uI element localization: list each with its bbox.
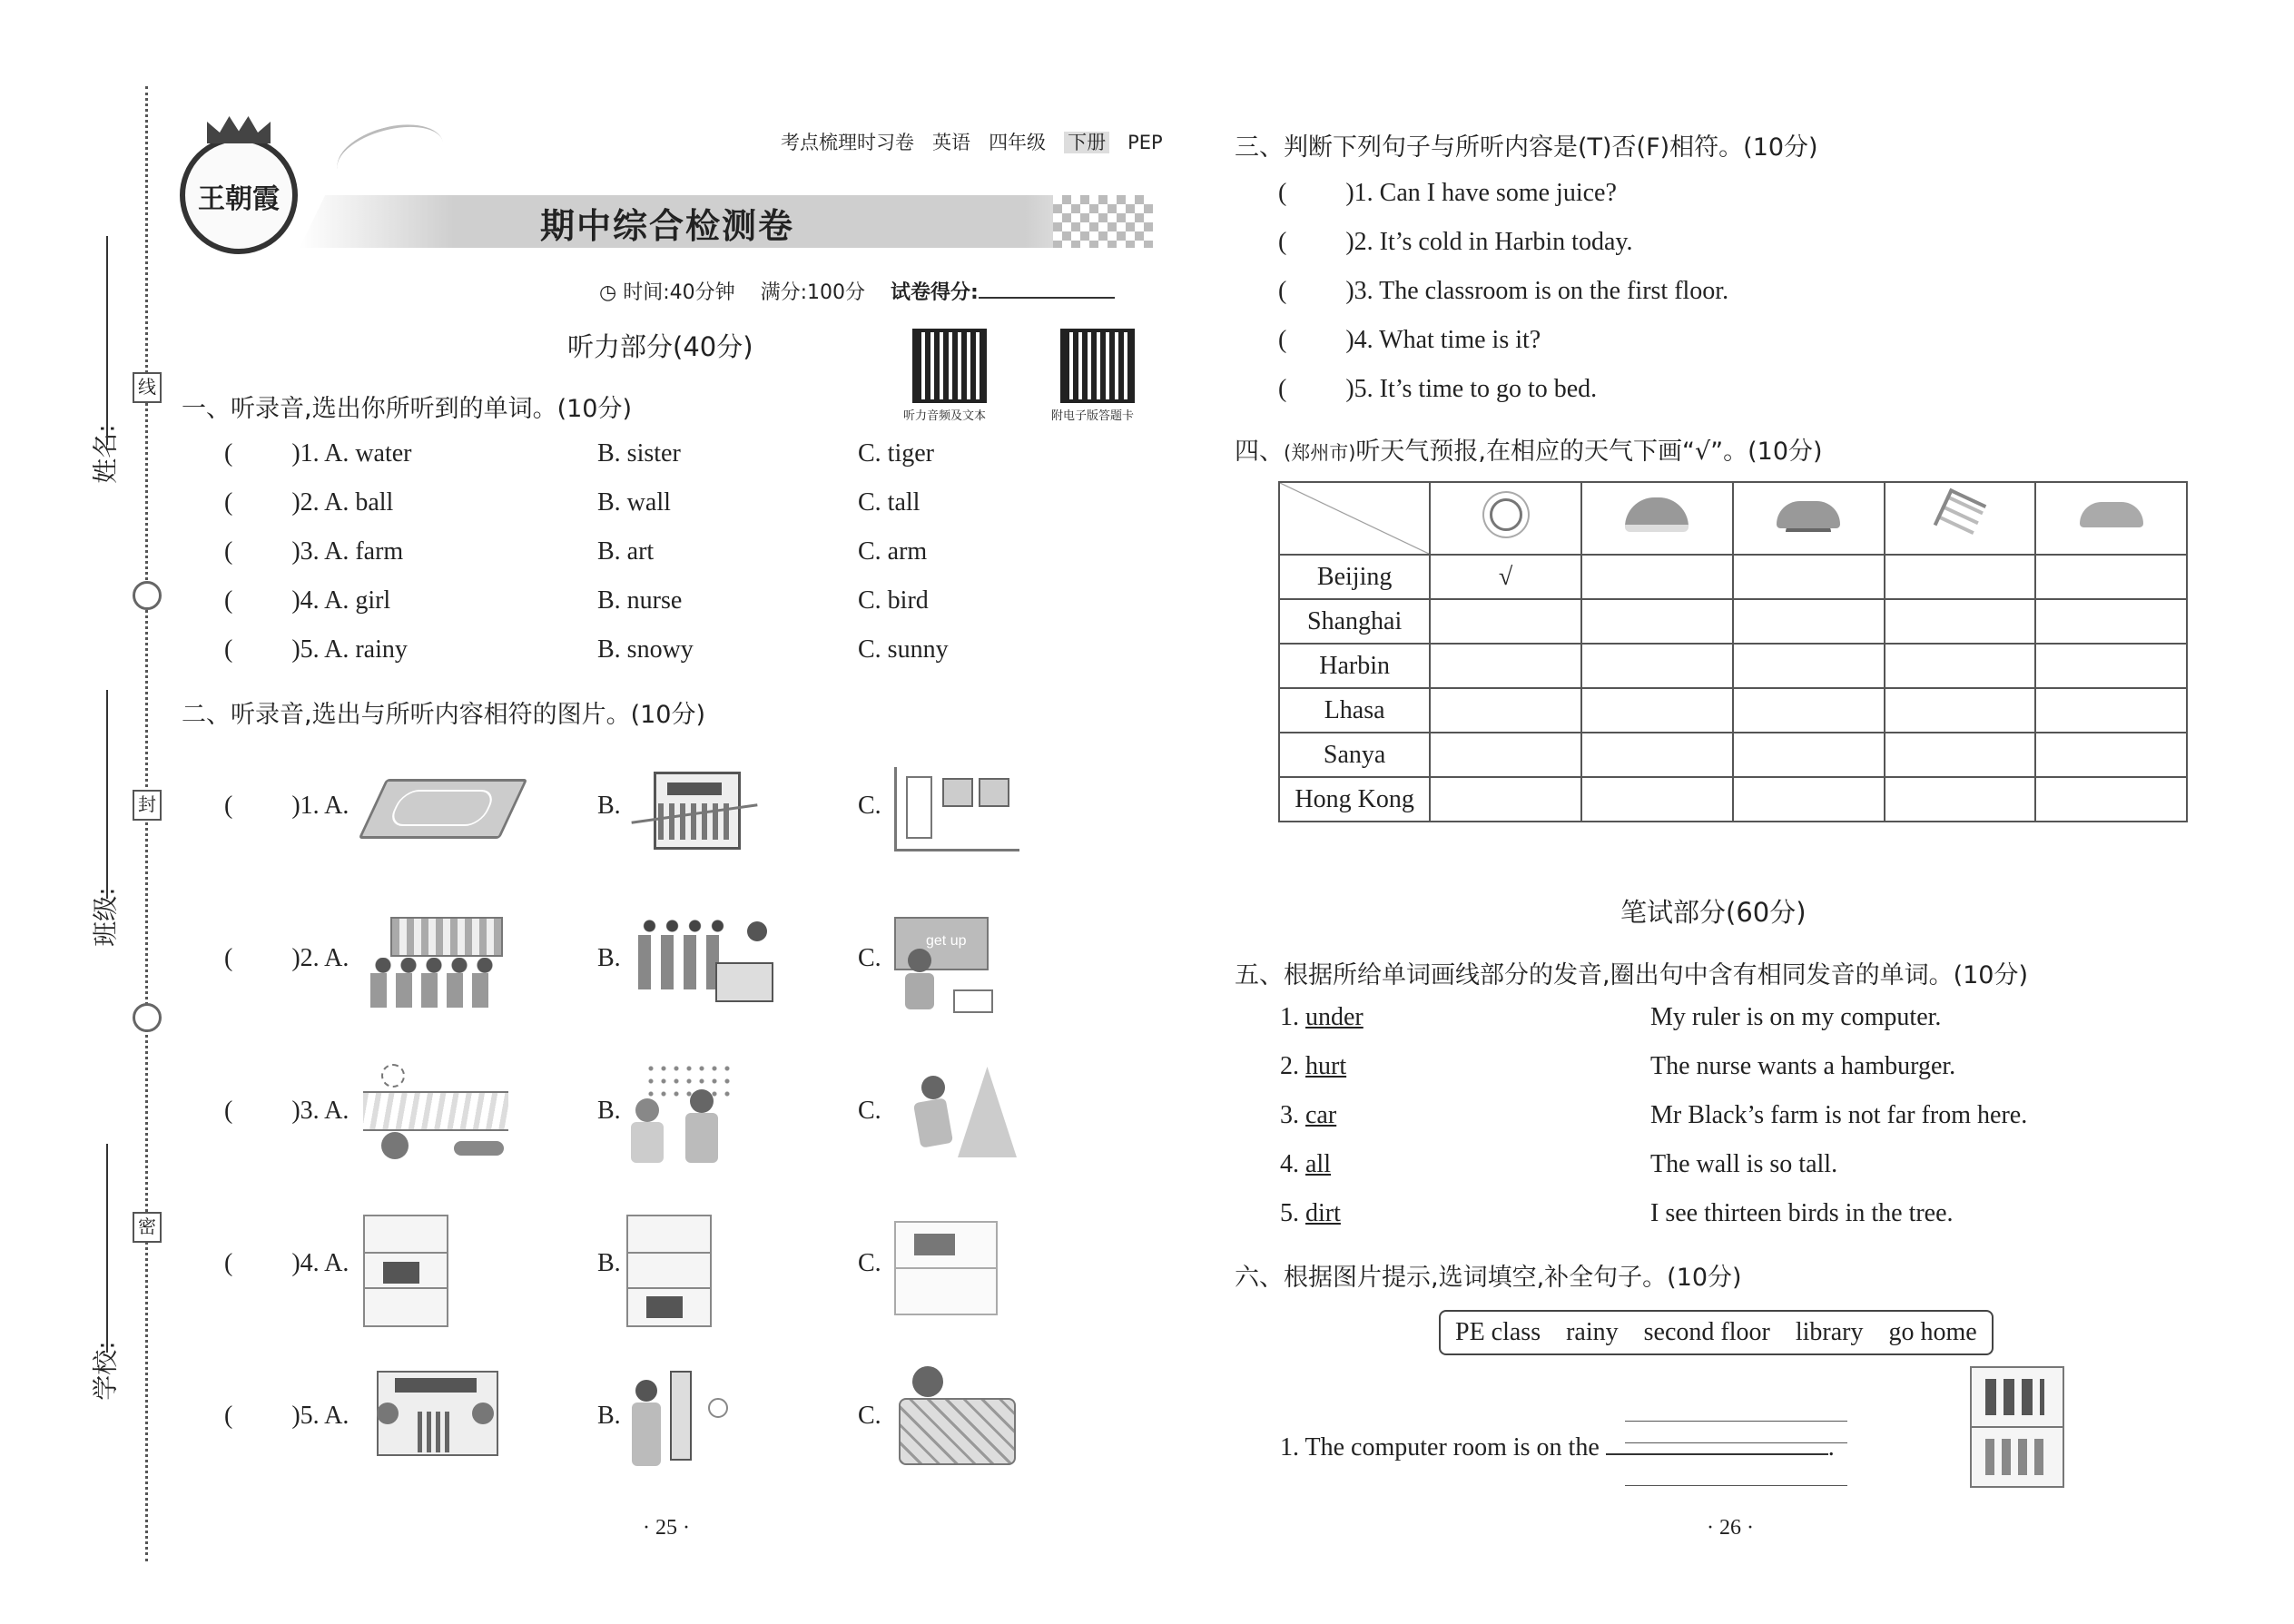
s1-option-b: B. wall — [597, 488, 671, 517]
school-floors-picture-a — [363, 1215, 448, 1327]
s2-title: 二、听录音,选出与所听内容相符的图片。(10分) — [182, 701, 706, 729]
weather-cell[interactable] — [1885, 555, 2036, 599]
s5-sentence[interactable]: The wall is so tall. — [1650, 1150, 1838, 1178]
weather-cell[interactable] — [2035, 644, 2187, 688]
s5-num: 4. — [1280, 1150, 1305, 1178]
qr-code-answer-card[interactable] — [1060, 329, 1135, 403]
header-subject: 英语 — [932, 132, 971, 153]
word-bank-item: second floor — [1643, 1318, 1770, 1346]
s5-sentence[interactable]: I see thirteen birds in the tree. — [1650, 1199, 1954, 1227]
s2-option-a: )1. A. — [291, 792, 350, 820]
score-label: 试卷得分: — [891, 281, 979, 304]
s1-option-b: B. nurse — [597, 586, 683, 615]
weather-cell[interactable] — [1430, 777, 1580, 822]
s5-sentence[interactable]: Mr Black’s farm is not far from here. — [1650, 1101, 2028, 1129]
s2-option-c: C. — [858, 1402, 881, 1430]
page-number-right: · 26 · — [1707, 1516, 1754, 1540]
page-number-left: · 25 · — [643, 1516, 690, 1540]
weather-cell[interactable] — [2035, 733, 2187, 777]
exam-meta — [599, 277, 1115, 305]
s3-row: ( )4. What time is it? — [1278, 326, 1541, 354]
s3-sentence: )1. Can I have some juice? — [1345, 179, 1617, 207]
s5-num: 1. — [1280, 1003, 1305, 1031]
exam-title: 期中综合检测卷 — [540, 206, 795, 246]
s5-sentence[interactable]: My ruler is on my computer. — [1650, 1003, 1942, 1031]
weather-cell[interactable]: √ — [1430, 555, 1580, 599]
rainy-street-picture — [363, 1064, 517, 1168]
wind-flag-icon — [1934, 488, 1986, 541]
computer-room-building-picture — [1970, 1366, 2064, 1488]
s2-option-b: B. — [597, 1402, 621, 1430]
weather-cell[interactable] — [1733, 555, 1885, 599]
weather-cell[interactable] — [1885, 644, 2036, 688]
s4-title — [1235, 431, 1823, 467]
boy-in-bed-picture — [894, 1362, 1017, 1471]
s4-title-tag: (郑州市) — [1284, 442, 1356, 464]
s1-option-b: B. snowy — [597, 635, 694, 664]
s2-option-a: )4. A. — [291, 1249, 350, 1277]
weather-cell[interactable] — [1885, 777, 2036, 822]
weather-cell[interactable] — [1430, 733, 1580, 777]
school-floors-picture-b — [626, 1215, 712, 1327]
s1-row: ( )3. A. farm — [224, 537, 404, 566]
header-grade: 四年级 — [989, 132, 1047, 153]
s1-option-a: )3. A. farm — [291, 537, 404, 566]
s5-word — [1280, 1052, 1346, 1081]
students-line-picture — [363, 917, 508, 1017]
s2-option-b: B. — [597, 1249, 621, 1277]
playground-picture — [363, 770, 522, 847]
exam-time: 时间:40分钟 — [623, 281, 735, 304]
s3-row: ( )3. The classroom is on the first floor. — [1278, 277, 1729, 305]
exam-full-score: 满分:100分 — [760, 281, 866, 304]
s5-underlined-word: under — [1305, 1003, 1364, 1031]
word-bank-item: go home — [1888, 1318, 1977, 1346]
s6-q1: 1. The computer room is on the . — [1280, 1430, 1835, 1462]
header-series-line — [781, 128, 1163, 155]
weather-cell[interactable] — [1885, 733, 2036, 777]
s5-num: 5. — [1280, 1199, 1305, 1227]
s5-underlined-word: car — [1305, 1101, 1337, 1129]
s5-underlined-word: hurt — [1305, 1052, 1347, 1080]
s3-row: ( )2. It’s cold in Harbin today. — [1278, 228, 1633, 256]
s1-option-c: C. arm — [858, 537, 928, 566]
binding-dotted-line — [145, 86, 148, 1561]
header-series: 考点梳理时习卷 — [781, 132, 914, 153]
s1-option-a: )1. A. water — [291, 439, 412, 468]
weather-cell[interactable] — [1430, 599, 1580, 644]
weather-cell[interactable] — [2035, 688, 2187, 733]
word-bank-item: PE class — [1455, 1318, 1541, 1346]
city-name: Beijing — [1279, 555, 1430, 599]
weather-cell[interactable] — [1733, 599, 1885, 644]
side-name-blank[interactable] — [106, 236, 108, 445]
weather-cell[interactable] — [2035, 777, 2187, 822]
s5-title: 五、根据所给单词画线部分的发音,圈出句中含有相同发音的单词。(10分) — [1235, 961, 2029, 989]
city-name: Harbin — [1279, 644, 1430, 688]
ribbon-decoration — [330, 114, 450, 198]
s1-row: ( )4. A. girl — [224, 586, 391, 615]
s3-title: 三、判断下列句子与所听内容是(T)否(F)相符。(10分) — [1235, 133, 1818, 162]
s1-row: ( )5. A. rainy — [224, 635, 408, 664]
s5-word — [1280, 1150, 1331, 1179]
side-seal-char: 封 — [133, 790, 162, 821]
banner-checker — [1053, 195, 1153, 248]
weather-cell[interactable] — [1430, 644, 1580, 688]
side-name-label: 姓名: — [90, 424, 121, 484]
clock-icon: ◷ — [599, 281, 617, 304]
weather-cell[interactable] — [1581, 688, 1733, 733]
weather-cell[interactable] — [1733, 644, 1885, 688]
s6-q1-blank[interactable] — [1606, 1430, 1828, 1455]
s2-row: ( )3. A. — [224, 1097, 350, 1125]
s5-underlined-word: dirt — [1305, 1199, 1341, 1227]
s1-row: ( )1. A. water — [224, 439, 412, 468]
weather-table — [1278, 481, 2188, 822]
s2-option-c: C. — [858, 792, 881, 820]
s5-word — [1280, 1101, 1336, 1130]
school-floors-picture-c — [894, 1221, 998, 1315]
s4-title-text: 听天气预报,在相应的天气下画“√”。(10分) — [1355, 438, 1823, 466]
weather-header-sunny — [1430, 482, 1580, 555]
qr-caption-audio: 听力音频及文本 — [903, 409, 987, 423]
city-name: Shanghai — [1279, 599, 1430, 644]
weather-cell[interactable] — [1581, 644, 1733, 688]
brand-logo-text: 王朝霞 — [198, 183, 280, 215]
s3-row: ( )1. Can I have some juice? — [1278, 179, 1617, 207]
side-class-label: 班级: — [90, 887, 121, 947]
s2-row: ( )5. A. — [224, 1402, 350, 1430]
side-close-char: 密 — [133, 1212, 162, 1243]
s4-title-prefix: 四、 — [1235, 438, 1284, 466]
s1-row: ( )2. A. ball — [224, 488, 394, 517]
weather-header-snowy — [1581, 482, 1733, 555]
weather-cell[interactable] — [1885, 688, 2036, 733]
s1-option-a: )4. A. girl — [291, 586, 391, 615]
s5-word — [1280, 1003, 1364, 1032]
rain-cloud-icon — [1777, 501, 1840, 528]
side-ornament-icon — [133, 1003, 162, 1032]
weather-cell[interactable] — [1581, 777, 1733, 822]
city-name: Lhasa — [1279, 688, 1430, 733]
get-up-board-picture — [894, 917, 999, 1017]
s3-sentence: )5. It’s time to go to bed. — [1345, 375, 1598, 403]
snowy-children-picture — [626, 1062, 753, 1169]
weather-header-cloudy — [2035, 482, 2187, 555]
s5-underlined-word: all — [1305, 1150, 1331, 1178]
s2-option-c: C. — [858, 1097, 881, 1125]
s5-num: 3. — [1280, 1101, 1305, 1129]
snow-cloud-icon — [1625, 497, 1689, 532]
s5-sentence[interactable]: The nurse wants a hamburger. — [1650, 1052, 1956, 1080]
cloud-icon — [2080, 502, 2143, 527]
header-term: 下册 — [1064, 132, 1109, 153]
s1-option-c: C. sunny — [858, 635, 949, 664]
music-class-picture — [629, 908, 779, 1017]
weather-cell[interactable] — [1885, 599, 2036, 644]
library-shop-picture — [368, 1362, 504, 1471]
s1-option-b: B. art — [597, 537, 655, 566]
s1-option-c: C. tiger — [858, 439, 934, 468]
brand-logo — [180, 136, 298, 254]
side-ornament-icon — [133, 581, 162, 610]
s1-option-c: C. bird — [858, 586, 929, 615]
weather-cell[interactable] — [2035, 599, 2187, 644]
weather-cell[interactable] — [1581, 555, 1733, 599]
board-text: get up — [926, 933, 967, 949]
s2-option-a: )2. A. — [291, 944, 350, 972]
library-building-picture — [631, 763, 758, 853]
s2-option-c: C. — [858, 944, 881, 972]
s1-option-a: )2. A. ball — [291, 488, 394, 517]
s3-sentence: )2. It’s cold in Harbin today. — [1345, 228, 1633, 256]
s3-sentence: )4. What time is it? — [1345, 326, 1541, 354]
weather-cell[interactable] — [1430, 688, 1580, 733]
s6-title: 六、根据图片提示,选词填空,补全句子。(10分) — [1235, 1264, 1742, 1292]
s1-option-a: )5. A. rainy — [291, 635, 408, 664]
weather-cell[interactable] — [1733, 777, 1885, 822]
s2-option-b: B. — [597, 944, 621, 972]
side-school-blank[interactable] — [106, 1144, 108, 1353]
s2-option-a: )5. A. — [291, 1402, 350, 1430]
s2-row: ( )1. A. — [224, 792, 350, 820]
header-edition: PEP — [1127, 132, 1163, 153]
s5-num: 2. — [1280, 1052, 1305, 1080]
sun-icon — [1490, 498, 1522, 531]
weather-header-rainy — [1733, 482, 1885, 555]
s2-row: ( )2. A. — [224, 944, 350, 972]
windy-boy-picture — [894, 1062, 1021, 1169]
city-name: Sanya — [1279, 733, 1430, 777]
qr-code-audio[interactable] — [912, 329, 987, 403]
word-bank-item: rainy — [1566, 1318, 1619, 1346]
s3-sentence: )3. The classroom is on the first floor. — [1345, 277, 1729, 305]
word-bank-item: library — [1795, 1318, 1864, 1346]
qr-caption-answer: 附电子版答题卡 — [1051, 409, 1135, 423]
classroom-door-picture — [894, 767, 1019, 851]
weather-cell[interactable] — [2035, 555, 2187, 599]
s1-title: 一、听录音,选出你所听到的单词。(10分) — [182, 395, 633, 423]
s2-option-c: C. — [858, 1249, 881, 1277]
weather-cell[interactable] — [1581, 599, 1733, 644]
girl-clock-picture — [626, 1371, 744, 1475]
side-class-blank[interactable] — [106, 690, 108, 899]
city-name: Hong Kong — [1279, 777, 1430, 822]
s1-option-c: C. tall — [858, 488, 921, 517]
s2-option-b: B. — [597, 1097, 621, 1125]
score-blank[interactable] — [979, 279, 1115, 299]
weather-header-windy — [1885, 482, 2036, 555]
s2-option-b: B. — [597, 792, 621, 820]
s3-row: ( )5. It’s time to go to bed. — [1278, 375, 1598, 403]
weather-cell[interactable] — [1733, 688, 1885, 733]
s1-option-b: B. sister — [597, 439, 681, 468]
crown-icon — [207, 116, 271, 143]
corner-cell — [1279, 482, 1430, 555]
weather-cell[interactable] — [1733, 733, 1885, 777]
s2-row: ( )4. A. — [224, 1249, 350, 1277]
weather-cell[interactable] — [1581, 733, 1733, 777]
s6-q1-text: 1. The computer room is on the — [1280, 1433, 1600, 1462]
side-line-char: 线 — [133, 372, 162, 403]
word-bank — [1439, 1310, 1994, 1355]
listening-title: 听力部分(40分) — [567, 331, 753, 362]
written-title: 笔试部分(60分) — [1620, 897, 1807, 928]
side-school-label: 学校: — [90, 1341, 121, 1401]
s5-word — [1280, 1199, 1341, 1228]
s2-option-a: )3. A. — [291, 1097, 350, 1125]
